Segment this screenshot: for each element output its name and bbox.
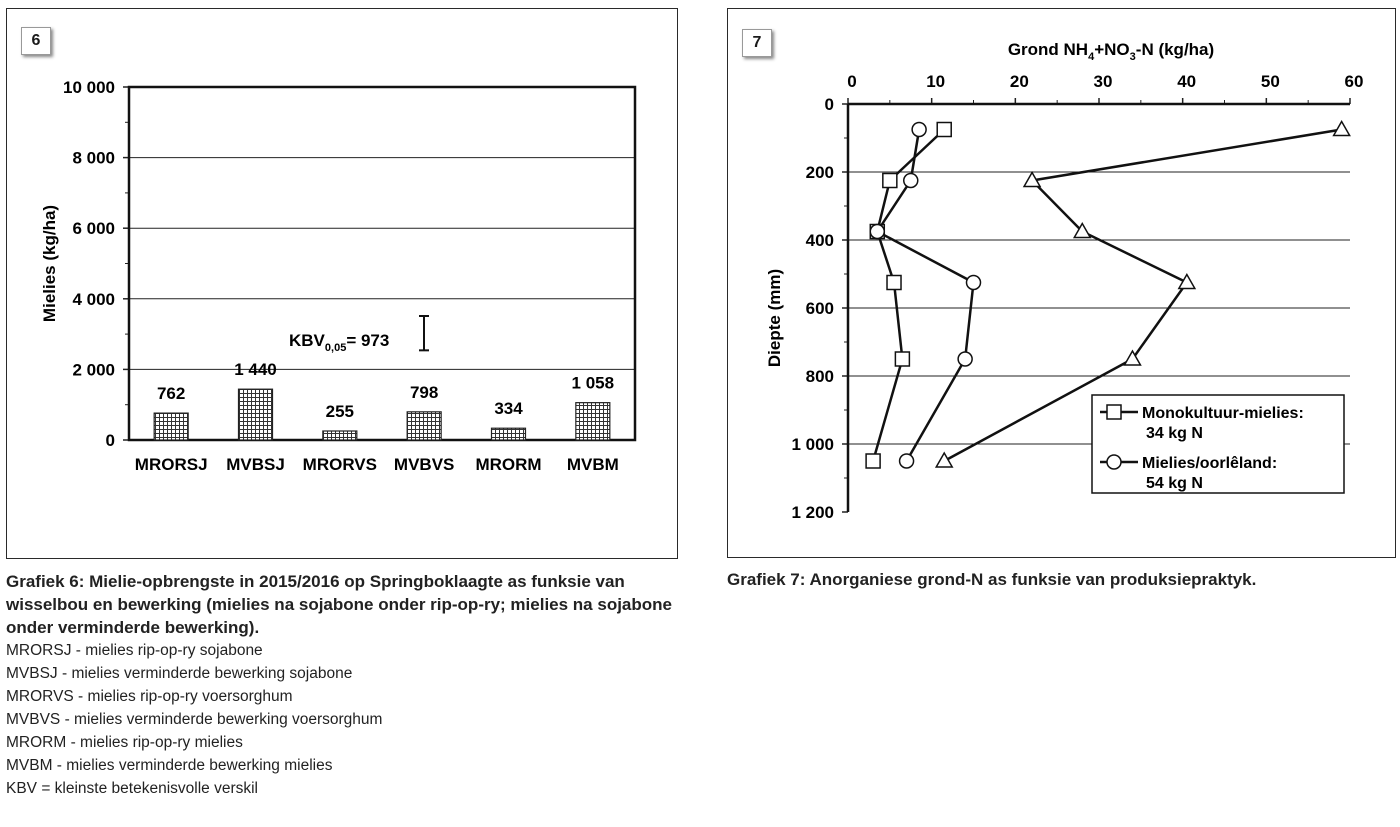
y-tick-label: 4 000 xyxy=(72,289,115,309)
data-point-square xyxy=(883,174,897,188)
data-point-circle xyxy=(904,174,918,188)
y-tick-label: 600 xyxy=(805,299,834,318)
figure-number-badge: 6 xyxy=(21,27,51,55)
caption-note: MVBVS - mielies verminderde bewerking voersorghum xyxy=(6,711,383,728)
bar xyxy=(154,413,188,440)
caption-7-title: Grafiek 7: Anorganiese grond-N as funksie van produksiepraktyk. xyxy=(727,570,1257,589)
x-category-label: MVBSJ xyxy=(226,455,285,474)
x-category-label: MVBM xyxy=(566,455,619,474)
caption-note: KBV = kleinste betekenisvolle verskil xyxy=(6,780,258,797)
x-tick-label: 20 xyxy=(1009,72,1029,91)
figure-number-badge: 7 xyxy=(742,29,772,57)
x-tick-label: 30 xyxy=(1093,72,1113,91)
caption-note: MRORSJ - mielies rip-op-ry sojabone xyxy=(6,642,263,659)
figure-6-chart xyxy=(7,9,677,558)
legend-marker-square xyxy=(1107,405,1121,419)
data-point-circle xyxy=(967,276,981,290)
bar xyxy=(492,428,526,440)
x-tick-label: 0 xyxy=(847,72,857,91)
data-point-triangle xyxy=(1179,275,1195,289)
x-category-label: MRORSJ xyxy=(134,455,208,474)
legend-sublabel: 34 kg N xyxy=(1146,425,1203,442)
y-tick-label: 0 xyxy=(105,431,115,450)
caption-7 xyxy=(727,568,1387,591)
figure-7-chart xyxy=(728,9,1395,557)
y-tick-label: 400 xyxy=(805,231,834,250)
legend-label: Monokultuur-mielies: xyxy=(1142,405,1304,422)
y-axis-label: Diepte (mm) xyxy=(765,268,784,368)
data-point-square xyxy=(937,123,951,137)
data-point-triangle xyxy=(1334,122,1350,136)
figure-7-panel xyxy=(727,8,1396,558)
data-point-square xyxy=(887,276,901,290)
kbv-annotation: $KBV_{0,05}= 973$ xyxy=(289,331,390,354)
y-tick-label: 1 200 xyxy=(791,503,834,522)
x-tick-label: 10 xyxy=(926,72,946,91)
caption-note: MVBSJ - mielies verminderde bewerking sojabone xyxy=(6,665,353,682)
data-point-square xyxy=(866,454,880,468)
data-point-circle xyxy=(912,123,926,137)
data-point-triangle xyxy=(936,453,952,467)
data-point-circle xyxy=(958,352,972,366)
x-tick-label: 40 xyxy=(1177,72,1197,91)
data-point-circle xyxy=(900,454,914,468)
bar xyxy=(239,389,273,440)
chart-title: Grond $NH_4+NO_3-N$ (kg/ha) xyxy=(1007,40,1215,63)
y-tick-label: 200 xyxy=(805,163,834,182)
y-tick-label: 1 000 xyxy=(791,435,834,454)
bar-value-label: 798 xyxy=(409,382,439,402)
data-point-square xyxy=(895,352,909,366)
caption-note: MRORVS - mielies rip-op-ry voersorghum xyxy=(6,688,293,705)
y-axis-label: Mielies (kg/ha) xyxy=(40,204,59,323)
legend-marker-circle xyxy=(1107,455,1121,469)
plot-frame xyxy=(129,87,635,440)
x-tick-label: 50 xyxy=(1260,72,1280,91)
caption-6 xyxy=(6,570,686,800)
bar-value-label: 1 058 xyxy=(571,373,615,393)
y-tick-label: 0 xyxy=(824,95,834,114)
y-tick-label: 8 000 xyxy=(72,148,115,168)
caption-6-notes xyxy=(6,639,686,800)
legend-label: Mielies/oorlêland: xyxy=(1142,455,1278,472)
y-tick-label: 6 000 xyxy=(72,219,115,239)
bar xyxy=(407,412,441,440)
x-tick-label: 60 xyxy=(1344,72,1364,91)
bar-value-label: 1 440 xyxy=(234,360,277,380)
bar xyxy=(576,403,610,440)
x-category-label: MRORM xyxy=(475,455,542,474)
legend-sublabel: 54 kg N xyxy=(1146,475,1203,492)
caption-6-title: Grafiek 6: Mielie-opbrengste in 2015/2016 op Springboklaagte as funksie van wisselbou en bewerking (mielies na sojabone onder rip-op-ry; mielies na sojabone onder verminderde bewerking). xyxy=(6,572,672,637)
caption-note: MVBM - mielies verminderde bewerking mielies xyxy=(6,757,333,774)
x-category-label: MVBVS xyxy=(393,455,455,474)
data-point-circle xyxy=(870,225,884,239)
bar-value-label: 334 xyxy=(494,399,523,419)
x-category-label: MRORVS xyxy=(302,455,377,474)
figure-6-panel xyxy=(6,8,678,559)
y-tick-label: 2 000 xyxy=(72,360,115,380)
bar-value-label: 762 xyxy=(156,384,186,404)
bar xyxy=(323,431,357,440)
y-tick-label: 10 000 xyxy=(63,78,115,97)
bar-value-label: 255 xyxy=(325,401,355,421)
y-tick-label: 800 xyxy=(805,367,834,386)
caption-note: MRORM - mielies rip-op-ry mielies xyxy=(6,734,243,751)
